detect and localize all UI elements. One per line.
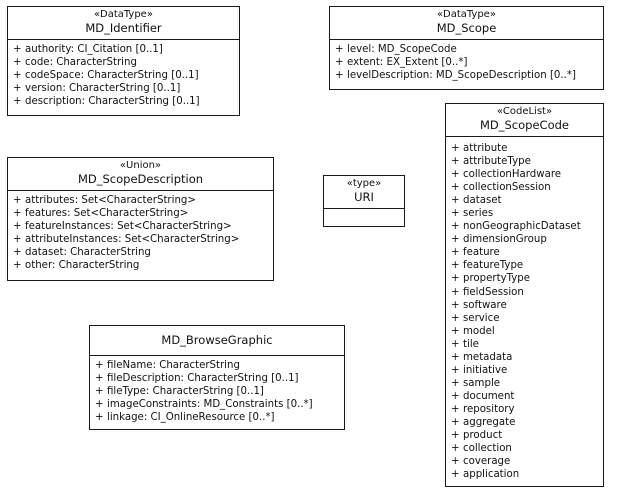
- visibility-marker: +: [451, 325, 460, 337]
- class-md-scope: [329, 6, 604, 90]
- code-row: [446, 181, 603, 194]
- visibility-marker: +: [95, 399, 104, 411]
- visibility-marker: +: [13, 195, 22, 206]
- code-text: coverage: [463, 456, 511, 468]
- attribute-list: [330, 40, 603, 84]
- attribute-text: level: MD_ScopeCode: [347, 44, 457, 55]
- class-name: URI: [354, 190, 374, 204]
- stereotype-label: «CodeList»: [496, 106, 553, 117]
- visibility-marker: +: [13, 234, 22, 246]
- code-row: [446, 299, 603, 312]
- visibility-marker: +: [451, 208, 460, 220]
- class-name: MD_Scope: [436, 21, 497, 35]
- attribute-row: [330, 56, 603, 69]
- code-text: propertyType: [463, 273, 531, 285]
- visibility-marker: +: [13, 44, 22, 55]
- code-text: attributeType: [463, 156, 531, 168]
- code-row: [446, 272, 603, 285]
- code-row: [446, 325, 603, 338]
- class-md-browsegraphic: [89, 325, 345, 430]
- attribute-row: [8, 207, 273, 220]
- attribute-text: fileDescription: CharacterString [0..1]: [107, 373, 299, 385]
- visibility-marker: +: [451, 403, 460, 415]
- visibility-marker: +: [95, 373, 104, 385]
- visibility-marker: +: [451, 247, 460, 259]
- code-text: document: [463, 390, 515, 402]
- class-name: MD_Identifier: [85, 21, 162, 35]
- code-row: [446, 455, 603, 468]
- code-row: [446, 194, 603, 207]
- class-header: [8, 7, 239, 40]
- visibility-marker: +: [13, 260, 22, 272]
- class-name: MD_ScopeCode: [479, 118, 569, 132]
- code-row: [446, 351, 603, 364]
- code-row: [446, 442, 603, 455]
- code-text: tile: [463, 338, 479, 350]
- attribute-text: attributes: Set<CharacterString>: [25, 195, 196, 206]
- code-text: nonGeographicDataset: [463, 221, 581, 233]
- stereotype-label: «type»: [346, 178, 382, 189]
- attribute-row: [90, 372, 344, 385]
- code-text: featureType: [463, 260, 524, 272]
- class-uri: [323, 175, 405, 227]
- visibility-marker: +: [451, 221, 460, 233]
- code-row: [446, 364, 603, 377]
- attribute-row: [8, 259, 273, 272]
- attribute-text: fileName: CharacterString: [107, 360, 240, 371]
- attribute-list: [8, 40, 239, 110]
- class-header: [90, 326, 344, 356]
- attribute-text: attributeInstances: Set<CharacterString>: [25, 234, 240, 246]
- visibility-marker: +: [451, 469, 460, 481]
- visibility-marker: +: [451, 351, 460, 363]
- visibility-marker: +: [95, 386, 104, 398]
- visibility-marker: +: [451, 364, 460, 376]
- visibility-marker: +: [451, 390, 460, 402]
- code-text: aggregate: [463, 416, 516, 428]
- code-row: [446, 338, 603, 351]
- attribute-row: [8, 246, 273, 259]
- attribute-text: extent: EX_Extent [0..*]: [347, 57, 468, 69]
- code-row: [446, 390, 603, 403]
- visibility-marker: +: [13, 96, 22, 108]
- attribute-text: features: Set<CharacterString>: [25, 208, 189, 220]
- code-text: attribute: [463, 143, 508, 154]
- code-text: fieldSession: [463, 286, 524, 298]
- code-text: sample: [463, 377, 501, 389]
- code-row: [446, 168, 603, 181]
- code-row: [446, 233, 603, 246]
- visibility-marker: +: [451, 234, 460, 246]
- attribute-text: imageConstraints: MD_Constraints [0..*]: [107, 399, 313, 411]
- visibility-marker: +: [451, 156, 460, 168]
- attribute-text: codeSpace: CharacterString [0..1]: [25, 70, 199, 82]
- code-row: [446, 207, 603, 220]
- attribute-text: version: CharacterString [0..1]: [25, 83, 181, 95]
- class-header: [324, 176, 404, 209]
- code-text: feature: [463, 247, 500, 259]
- visibility-marker: +: [451, 299, 460, 311]
- visibility-marker: +: [451, 416, 460, 428]
- visibility-marker: +: [451, 286, 460, 298]
- attribute-row: [90, 411, 344, 424]
- attribute-text: other: CharacterString: [25, 260, 140, 272]
- code-row: [446, 429, 603, 442]
- attribute-text: featureInstances: Set<CharacterString>: [25, 221, 232, 233]
- attribute-row: [8, 43, 239, 56]
- visibility-marker: +: [451, 338, 460, 350]
- attribute-row: [8, 194, 273, 207]
- code-text: collection: [463, 443, 512, 455]
- attribute-text: linkage: CI_OnlineResource [0..*]: [107, 412, 275, 424]
- code-text: service: [463, 312, 500, 324]
- code-text: model: [463, 325, 495, 337]
- code-text: repository: [463, 403, 515, 415]
- attribute-row: [330, 43, 603, 56]
- visibility-marker: +: [13, 247, 22, 259]
- visibility-marker: +: [13, 221, 22, 233]
- class-name: MD_BrowseGraphic: [161, 333, 273, 347]
- attribute-text: description: CharacterString [0..1]: [25, 96, 200, 108]
- code-row: [446, 246, 603, 259]
- attribute-row: [90, 359, 344, 372]
- attribute-text: code: CharacterString: [25, 57, 137, 69]
- code-row: [446, 155, 603, 168]
- code-row: [446, 259, 603, 272]
- attribute-row: [8, 220, 273, 233]
- visibility-marker: +: [451, 169, 460, 181]
- visibility-marker: +: [451, 182, 460, 194]
- code-text: application: [463, 469, 520, 481]
- class-header: [446, 104, 603, 137]
- visibility-marker: +: [335, 57, 344, 69]
- code-text: dataset: [463, 195, 502, 207]
- visibility-marker: +: [451, 430, 460, 442]
- code-text: collectionSession: [463, 182, 551, 194]
- code-text: collectionHardware: [463, 169, 562, 181]
- attribute-list: [8, 191, 273, 274]
- visibility-marker: +: [451, 143, 460, 154]
- attribute-row: [8, 56, 239, 69]
- visibility-marker: +: [335, 44, 344, 55]
- code-row: [446, 312, 603, 325]
- visibility-marker: +: [451, 312, 460, 324]
- class-name: MD_ScopeDescription: [77, 172, 204, 186]
- code-row: [446, 220, 603, 233]
- visibility-marker: +: [451, 260, 460, 272]
- code-text: software: [463, 299, 507, 311]
- code-text: metadata: [463, 351, 513, 363]
- attribute-text: authority: CI_Citation [0..1]: [25, 44, 163, 55]
- visibility-marker: +: [13, 57, 22, 69]
- visibility-marker: +: [95, 360, 104, 371]
- attribute-list: [90, 356, 344, 426]
- attribute-list: [446, 137, 603, 483]
- attribute-row: [90, 398, 344, 411]
- attribute-text: levelDescription: MD_ScopeDescription [0..*]: [347, 70, 576, 82]
- code-text: dimensionGroup: [463, 234, 547, 246]
- stereotype-label: «DataType»: [94, 9, 153, 20]
- class-header: [8, 158, 273, 191]
- visibility-marker: +: [13, 208, 22, 220]
- visibility-marker: +: [13, 83, 22, 95]
- attribute-row: [8, 95, 239, 108]
- attribute-row: [8, 233, 273, 246]
- attribute-row: [8, 69, 239, 82]
- code-row: [446, 286, 603, 299]
- attribute-text: fileType: CharacterString [0..1]: [107, 386, 264, 398]
- code-text: initiative: [463, 364, 508, 376]
- visibility-marker: +: [451, 377, 460, 389]
- code-row: [446, 468, 603, 481]
- class-md-scopecode: [445, 103, 604, 487]
- class-md-identifier: [7, 6, 240, 116]
- code-row: [446, 142, 603, 155]
- visibility-marker: +: [451, 273, 460, 285]
- code-row: [446, 403, 603, 416]
- stereotype-label: «DataType»: [437, 9, 496, 20]
- attribute-text: dataset: CharacterString: [25, 247, 151, 259]
- attribute-row: [330, 69, 603, 82]
- code-text: series: [463, 208, 494, 220]
- attribute-row: [8, 82, 239, 95]
- attribute-row: [90, 385, 344, 398]
- empty-attribute-compartment: [324, 209, 404, 223]
- code-text: product: [463, 430, 503, 442]
- visibility-marker: +: [95, 412, 104, 424]
- visibility-marker: +: [451, 456, 460, 468]
- stereotype-label: «Union»: [119, 160, 162, 171]
- visibility-marker: +: [451, 443, 460, 455]
- visibility-marker: +: [335, 70, 344, 82]
- code-row: [446, 377, 603, 390]
- class-md-scopedescription: [7, 157, 274, 281]
- visibility-marker: +: [13, 70, 22, 82]
- code-row: [446, 416, 603, 429]
- visibility-marker: +: [451, 195, 460, 207]
- class-header: [330, 7, 603, 40]
